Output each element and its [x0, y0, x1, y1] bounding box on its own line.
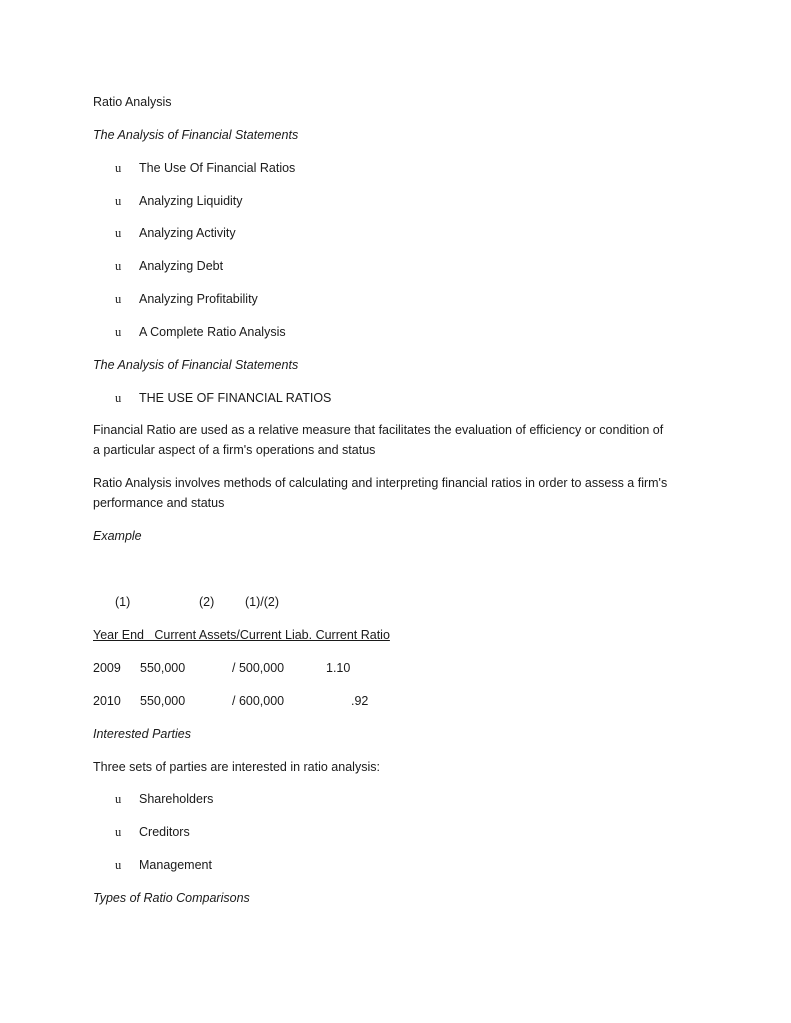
table-cell-liab: / 600,000 [232, 694, 285, 708]
column-number: (1)/(2) [245, 595, 280, 609]
section-heading: Interested Parties [93, 727, 191, 741]
list-item-text: Shareholders [139, 792, 214, 806]
bullet-marker: u [115, 292, 122, 306]
table-cell-assets: 550,000 [140, 694, 186, 708]
list-item-text: The Use Of Financial Ratios [139, 161, 296, 175]
list-item-text: Analyzing Liquidity [139, 194, 243, 208]
bullet-marker: u [115, 194, 122, 208]
column-number: (1) [115, 595, 131, 609]
bullet-marker: u [115, 858, 122, 872]
table-cell-assets: 550,000 [140, 661, 186, 675]
table-header: Year End Current Assets/Current Liab. Current Ratio [93, 628, 390, 642]
table-cell-ratio: .92 [351, 694, 369, 708]
bullet-marker: u [115, 161, 122, 175]
bullet-marker: u [115, 259, 122, 273]
section-heading: Types of Ratio Comparisons [93, 891, 250, 905]
example-heading: Example [93, 529, 142, 543]
list-item-text: A Complete Ratio Analysis [139, 325, 286, 339]
section-heading: The Analysis of Financial Statements [93, 128, 299, 142]
list-item-text: Analyzing Profitability [139, 292, 258, 306]
list-item-text: Creditors [139, 825, 190, 839]
table-cell-year: 2010 [93, 694, 121, 708]
paragraph-line: Ratio Analysis involves methods of calculating and interpreting financial ratios in order to assess a firm's [93, 476, 668, 490]
paragraph-line: Three sets of parties are interested in ratio analysis: [93, 760, 380, 774]
list-item-text: THE USE OF FINANCIAL RATIOS [139, 391, 332, 405]
list-item-text: Analyzing Debt [139, 259, 224, 273]
bullet-marker: u [115, 226, 122, 240]
table-cell-liab: / 500,000 [232, 661, 285, 675]
document-title: Ratio Analysis [93, 95, 172, 109]
bullet-marker: u [115, 325, 122, 339]
paragraph-line: a particular aspect of a firm's operations and status [93, 443, 376, 457]
table-cell-year: 2009 [93, 661, 121, 675]
paragraph-line: performance and status [93, 496, 225, 510]
column-number: (2) [199, 595, 215, 609]
table-cell-ratio: 1.10 [326, 661, 351, 675]
bullet-marker: u [115, 792, 122, 806]
paragraph-line: Financial Ratio are used as a relative measure that facilitates the evaluation of efficiency or condition of [93, 423, 664, 437]
bullet-marker: u [115, 391, 122, 405]
list-item-text: Management [139, 858, 212, 872]
section-heading: The Analysis of Financial Statements [93, 358, 299, 372]
list-item-text: Analyzing Activity [139, 226, 236, 240]
bullet-marker: u [115, 825, 122, 839]
